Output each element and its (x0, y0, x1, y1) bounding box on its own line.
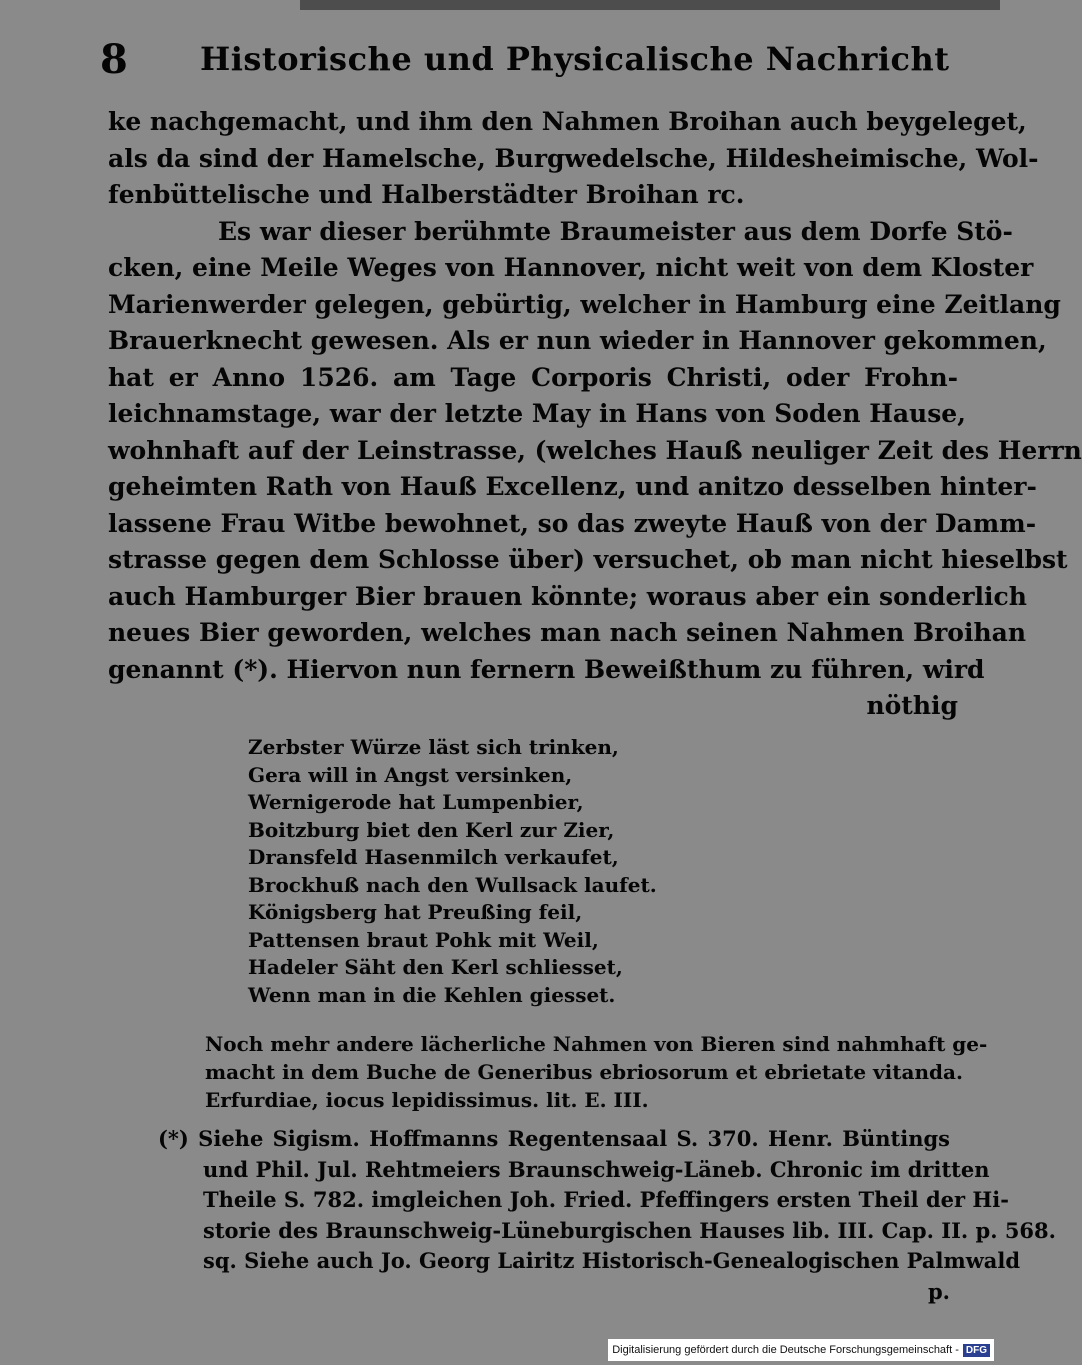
poem-line: Boitzburg biet den Kerl zur Zier, (248, 817, 615, 842)
footnote-line: storie des Braunschweig-Lüneburgischen Hauses lib. III. Cap. II. p. 568. (203, 1217, 1056, 1243)
text-line: Marienwerder gelegen, gebürtig, welcher in Hamburg eine Zeitlang (108, 289, 1061, 319)
text-line: auch Hamburger Bier brauen könnte; woraus aber ein sonderlich (108, 581, 1027, 611)
credit-text: Digitalisierung gefördert durch die Deutsche Forschungsgemeinschaft - (612, 1344, 959, 1356)
text-line: genannt (*). Hiervon nun fernern Beweißthum zu führen, wird (108, 654, 985, 684)
poem-line: Brockhuß nach den Wullsack laufet. (248, 872, 657, 897)
note-line: macht in dem Buche de Generibus ebriosorum et ebrietate vitanda. (205, 1060, 963, 1084)
page-header (100, 36, 960, 92)
text-line: neues Bier geworden, welches man nach seinen Nahmen Broihan (108, 618, 1027, 647)
page-edge-shadow (300, 0, 1000, 10)
text-line: als da sind der Hamelsche, Burgwedelsche, Hildesheimische, Wol- (108, 143, 1039, 173)
footnote-poem (248, 734, 848, 1009)
poem-line: Königsberg hat Preußing feil, (248, 900, 583, 924)
footnote-line: (*) Siehe Sigism. Hoffmanns Regentensaal S. 370. Henr. Büntings (158, 1126, 950, 1151)
poem-line: Wenn man in die Kehlen giesset. (248, 982, 616, 1007)
poem-line: Hadeler Säht den Kerl schliesset, (248, 955, 623, 979)
footnote-catchword: p. (928, 1278, 950, 1304)
footnote-line: sq. Siehe auch Jo. Georg Lairitz Historisch-Genealogischen Palmwald (203, 1248, 1021, 1273)
poem-line: Wernigerode hat Lumpenbier, (248, 790, 584, 814)
text-line: fenbüttelische und Halberstädter Broihan rc. (108, 180, 745, 209)
text-line: lassene Frau Witbe bewohnet, so das zweyte Hauß von der Damm- (108, 508, 1037, 538)
text-line: Brauerknecht gewesen. Als er nun wieder in Hannover gekommen, (108, 326, 1047, 355)
main-text (108, 104, 1082, 725)
poem-line: Gera will in Angst versinken, (248, 762, 573, 787)
page-number: 8 (100, 36, 128, 83)
footnote-line: Theile S. 782. imgleichen Joh. Fried. Pfeffingers ersten Theil der Hi- (203, 1187, 1009, 1212)
text-line: leichnamstage, war der letzte May in Hans von Soden Hause, (108, 399, 966, 428)
text-line: strasse gegen dem Schlosse über) versuchet, ob man nicht hieselbst (108, 545, 1068, 574)
footnote-line: und Phil. Jul. Rehtmeiers Braunschweig-Läneb. Chronic im dritten (203, 1156, 990, 1182)
text-line: Es war dieser berühmte Braumeister aus dem Dorfe Stö- (218, 216, 1013, 246)
text-line: ke nachgemacht, und ihm den Nahmen Broihan auch beygeleget, (108, 107, 1027, 136)
text-line: hat er Anno 1526. am Tage Corporis Christi, oder Frohn- (108, 362, 958, 392)
footnote (158, 1124, 1056, 1307)
poem-line: Pattensen braut Pohk mit Weil, (248, 927, 599, 952)
note-line: Erfurdiae, iocus lepidissimus. lit. E. III. (205, 1088, 649, 1112)
text-line: geheimten Rath von Hauß Excellenz, und anitzo desselben hinter- (108, 472, 1037, 501)
text-line: wohnhaft auf der Leinstrasse, (welches Hauß neuliger Zeit des Herrn (108, 435, 1082, 465)
poem-line: Zerbster Würze läst sich trinken, (248, 735, 619, 759)
text-line: cken, eine Meile Weges von Hannover, nicht weit von dem Kloster (108, 253, 1034, 282)
poem-line: Dransfeld Hasenmilch verkaufet, (248, 845, 619, 869)
note-line: Noch mehr andere lächerliche Nahmen von Bieren sind nahmhaft ge- (205, 1032, 988, 1056)
dfg-logo: DFG (963, 1344, 990, 1357)
running-title: Historische und Physicalische Nachricht (200, 40, 950, 78)
digitization-credit (608, 1339, 994, 1361)
poem-note (205, 1030, 988, 1114)
catchword: nöthig (866, 691, 958, 720)
